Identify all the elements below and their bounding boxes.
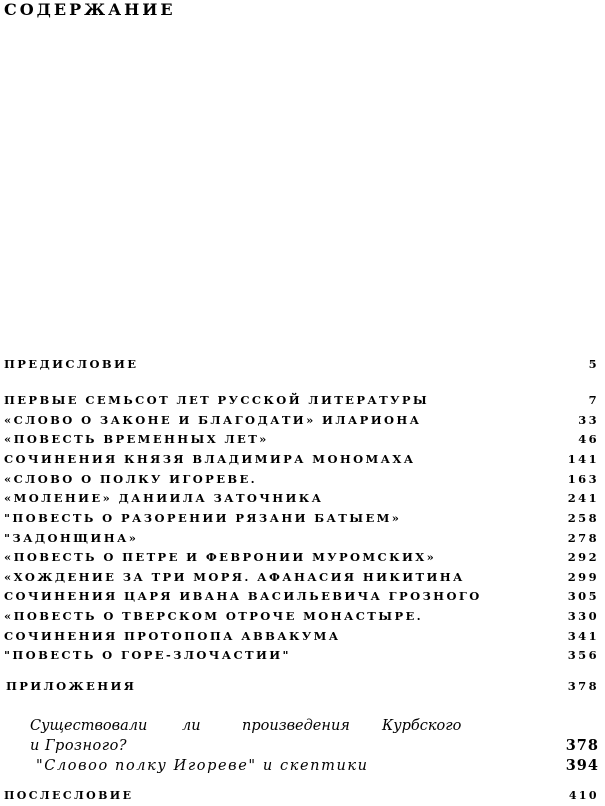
appendix-entry-skeptics[interactable] [36,756,599,776]
toc-entry-page: 241 [567,491,599,505]
toc-entry-appendices[interactable] [4,676,599,696]
toc-entry-label: «ХОЖДЕНИЕ ЗА ТРИ МОРЯ. АФАНАСИЯ НИКИТИНА [4,570,465,584]
toc-entry-label: «ПОВЕСТЬ ВРЕМЕННЫХ ЛЕТ» [4,432,269,446]
toc-entry[interactable] [4,469,599,489]
toc-entry-label: "ПОВЕСТЬ О РАЗОРЕНИИ РЯЗАНИ БАТЫЕМ» [4,511,402,525]
toc-entry-page: 5 [588,357,599,371]
toc-entry-label: ПОСЛЕСЛОВИЕ [4,789,134,802]
toc-entry-page: 278 [567,531,599,545]
toc-entry-label: «МОЛЕНИЕ» ДАНИИЛА ЗАТОЧНИКА [4,491,324,505]
toc-entry[interactable] [4,508,599,528]
toc-entry-label: «ПОВЕСТЬ О ПЕТРЕ И ФЕВРОНИИ МУРОМСКИХ» [4,550,437,564]
toc-entry-label: "ЗАДОНЩИНА» [4,531,139,545]
toc-entry[interactable] [4,528,599,548]
toc-entry-page: 33 [578,413,599,427]
toc-entry-page: 7 [588,393,599,407]
toc-entry[interactable] [4,645,599,665]
appendix-entry-page: 378 [565,737,599,754]
toc-entry-page: 46 [578,432,599,446]
appendix-entry-label: "Словоо полку Игореве" и скептики [36,758,369,774]
toc-entry-page: 141 [567,452,599,466]
toc-entry-label: ПРИЛОЖЕНИЯ [6,679,137,693]
toc-entry-page: 356 [567,648,599,662]
toc-entry-preface[interactable] [4,354,599,374]
toc-entry[interactable] [4,547,599,567]
toc-entry-label: СОЧИНЕНИЯ ЦАРЯ ИВАНА ВАСИЛЬЕВИЧА ГРОЗНОГО [4,589,482,603]
appendix-word: произведения [242,718,350,734]
toc-entry-label: «ПОВЕСТЬ О ТВЕРСКОМ ОТРОЧЕ МОНАСТЫРЕ. [4,609,424,623]
toc-entry-label: ПРЕДИСЛОВИЕ [4,357,139,371]
appendix-entry-page: 394 [565,757,599,774]
toc-entry[interactable] [4,390,599,410]
toc-entry-page: 330 [567,609,599,623]
toc-entry[interactable] [4,626,599,646]
toc-entry-page: 305 [567,589,599,603]
toc-entry-page: 258 [567,511,599,525]
appendix-entry-kurbsky[interactable] [30,736,599,756]
toc-entry[interactable] [4,488,599,508]
appendix-word: Курбского [382,718,462,734]
toc-entry-label: СОЧИНЕНИЯ ПРОТОПОПА АВВАКУМА [4,629,341,643]
toc-entry-label: «СЛОВО О ЗАКОНЕ И БЛАГОДАТИ» ИЛАРИОНА [4,413,422,427]
toc-entry-page: 410 [568,789,599,802]
toc-entry-page: 341 [567,629,599,643]
toc-entry-page: 378 [567,679,599,693]
toc-entry[interactable] [4,410,599,430]
toc-entry-label: «СЛОВО О ПОЛКУ ИГОРЕВЕ. [4,472,258,486]
appendix-line-1[interactable] [30,716,469,736]
toc-entry-page: 292 [567,550,599,564]
toc-entry-page: 163 [567,472,599,486]
appendix-word: ли [182,718,201,734]
appendix-entry-label: и Грозного? [30,738,128,754]
toc-entry-label: "ПОВЕСТЬ О ГОРЕ-ЗЛОЧАСТИИ" [4,648,291,662]
toc-entry-label: ПЕРВЫЕ СЕМЬСОТ ЛЕТ РУССКОЙ ЛИТЕРАТУРЫ [4,393,430,407]
toc-entry[interactable] [4,429,599,449]
toc-entry-label: СОЧИНЕНИЯ КНЯЗЯ ВЛАДИМИРА МОНОМАХА [4,452,416,466]
appendix-word: Существовали [30,718,148,734]
toc-entry[interactable] [4,586,599,606]
toc-entry[interactable] [4,567,599,587]
toc-entry[interactable] [4,606,599,626]
toc-title: СОДЕРЖАНИЕ [4,0,176,19]
toc-entry-afterword[interactable] [4,786,599,806]
toc-entry[interactable] [4,449,599,469]
toc-entry-page: 299 [567,570,599,584]
